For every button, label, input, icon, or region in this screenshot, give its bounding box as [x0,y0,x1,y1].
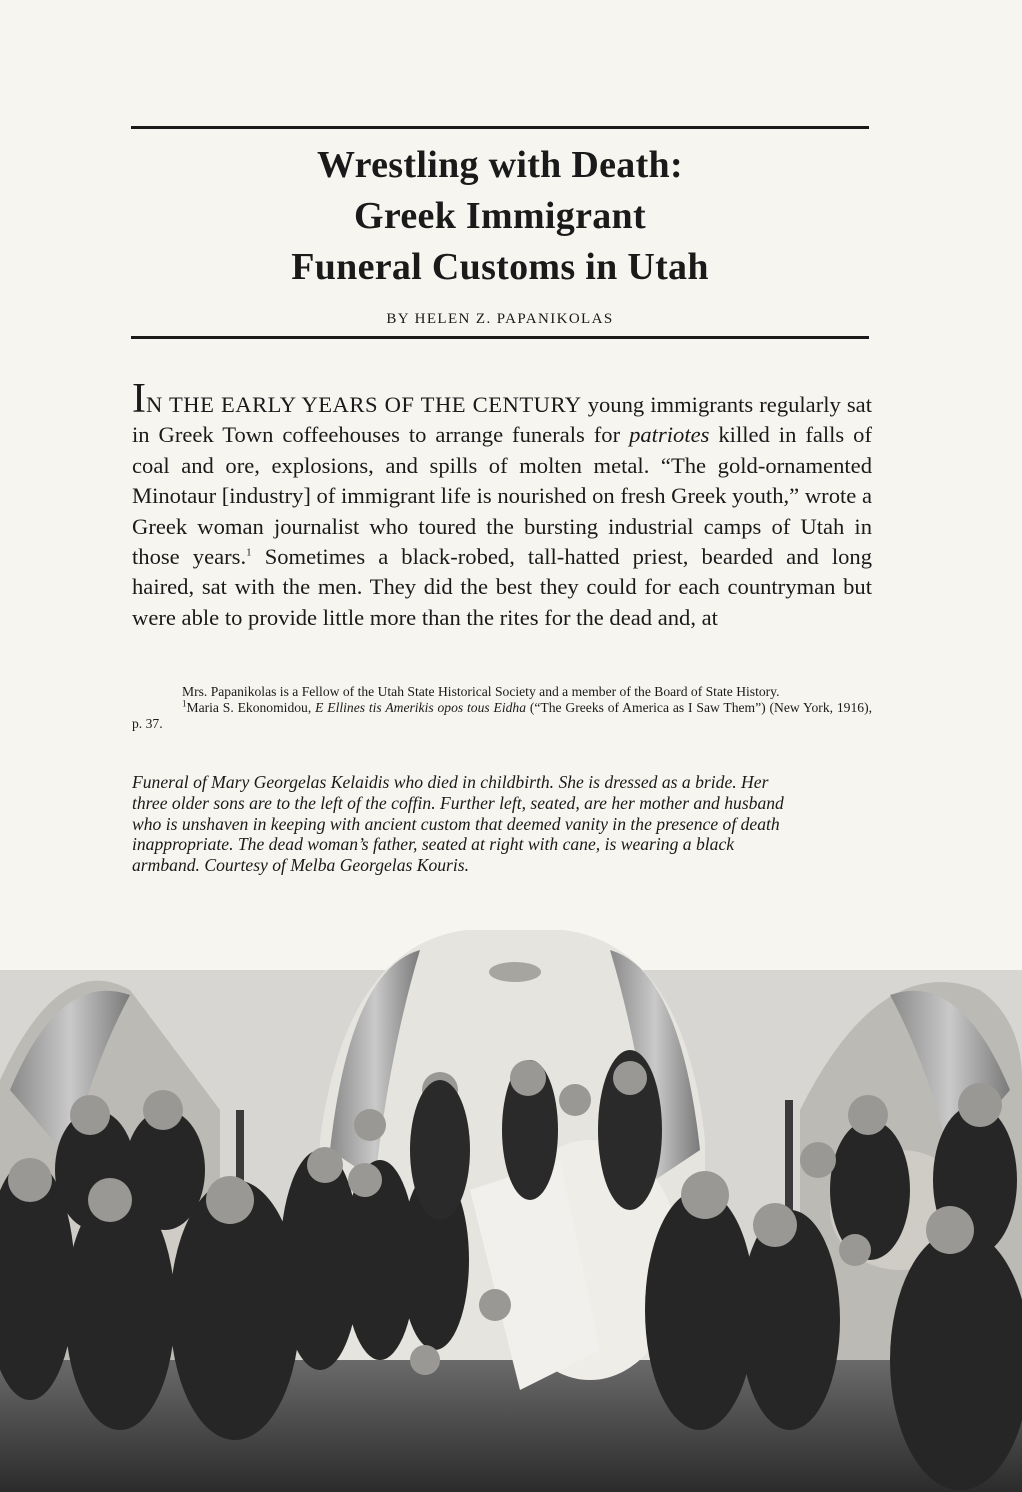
title-bottom-rule [131,336,869,339]
article-title-line-3: Funeral Customs in Utah [291,246,709,288]
drop-cap: I [132,376,146,422]
body-text-part-1: young immigrants regularly sat in Greek Town coffeehouses to arrange funerals for [132,392,872,448]
article-title-line-2: Greek Immigrant [354,195,646,237]
footnote-1 [132,700,872,732]
funeral-photograph [0,930,1022,1492]
footnotes [132,684,872,732]
footnote-1-author: Maria S. Ekonomidou, [186,700,316,715]
author-note: Mrs. Papanikolas is a Fellow of the Utah State Historical Society and a member of the Board of State History. [182,684,780,699]
title-block [131,140,869,328]
footnote-1-number: 1 [182,698,187,709]
chandelier [489,962,541,982]
body-text-part-3: Sometimes a black-robed, tall-hatted priest, bearded and long haired, sat with the men. They did the best they could for each countryman but were able to provide little more than the rites for the dead and, at [132,544,872,630]
footnote-1-rest: (“The Greeks of America as I Saw Them”) (New York, 1916), p. 37. [132,700,872,731]
byline: BY HELEN Z. PAPANIKOLAS [386,311,614,327]
body-italic-patriotes: patriotes [629,422,710,448]
body-text-part-2: killed in falls of coal and ore, explosions, and spills of molten metal. “The gold-ornamented Minotaur [industry] of immigrant life is nourished on fresh Greek youth,” wrote a Greek woman journalist who toured the bursting industrial camps of Utah in those years. [132,422,872,570]
article-title-line-1: Wrestling with Death: [317,144,683,186]
photo-caption: Funeral of Mary Georgelas Kelaidis who died in childbirth. She is dressed as a bride. Her three older sons are to the left of the coffin. Further left, seated, are her mother and husband who is unshaven in keeping with ancient custom that deemed vanity in the presence of death inappropriate. The dead woman’s father, seated at right with cane, is wearing a black armband. Courtesy of Melba Georgelas Kouris. [132,772,784,876]
footnote-1-title: E Ellines tis Amerikis opos tous Eidha [315,700,527,715]
article-body [132,378,872,633]
title-top-rule [131,126,869,129]
footnote-ref-1[interactable]: 1 [246,546,252,559]
lead-in-smallcaps: N THE EARLY YEARS OF THE CENTURY [146,392,582,417]
